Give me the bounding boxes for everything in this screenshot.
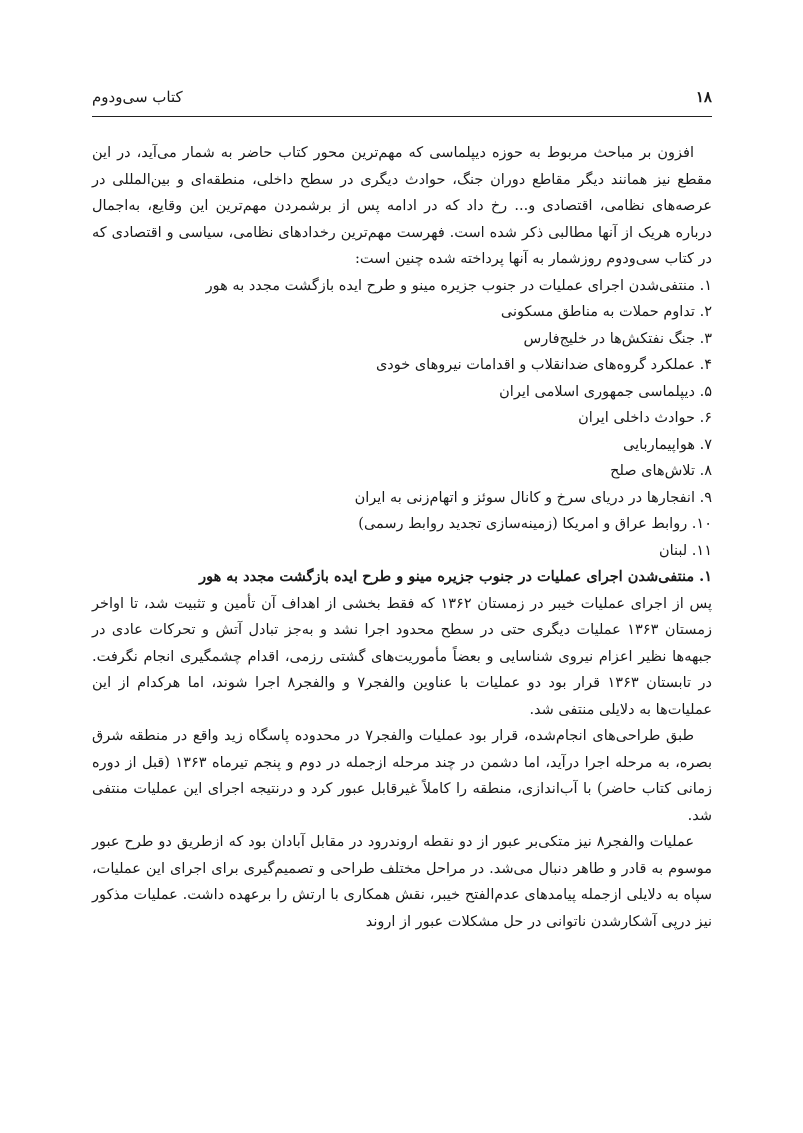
list-item: ۲. تداوم حملات به مناطق مسکونی: [500, 304, 712, 320]
list-item: ۸. تلاش‌های صلح: [610, 463, 712, 479]
page-header: [92, 88, 712, 112]
list-item: ۵. دیپلماسی جمهوری اسلامی ایران: [499, 383, 712, 400]
intro-paragraph: افزون بر مباحث مربوط به حوزه دیپلماسی که مهم‌ترین محور کتاب حاضر به شمار می‌آید، در این مقطع نیز همانند دیگر مقاطع دوران جنگ، حوادث دیگری در سطح داخلی، منطقه‌ای و بین‌المللی در عرصه‌های نظامی، اقتصادی و... رخ داد که در ادامه پس از برشمردن مهم‌ترین این وقایع، به‌اجمال درباره هریک از آنها مطالبی ذکر شده است. فهرست مهم‌ترین رخدادهای نظامی، سیاسی و اقتصادی که در کتاب سی‌ودوم روزشمار به آنها پرداخته شده چنین است:: [92, 145, 712, 267]
list-item: ۷. هواپیماربایی: [623, 436, 712, 453]
list-item: ۶. حوادث داخلی ایران: [578, 410, 712, 426]
header-divider: [92, 116, 712, 117]
body-paragraph: طبق طراحی‌های انجام‌شده، قرار بود عملیات والفجر۷ در محدوده پاسگاه زید واقع در منطقه شرق بصره، به مرحله اجرا درآید، اما دشمن در چند مرحله ازجمله در دوم و پنجم تیرماه ۱۳۶۳ (قبل از دوره زمانی کتاب حاضر) با آب‌اندازی، منطقه را کاملاً غیرقابل عبور کرد و درنتیجه اجرای این عملیات منتفی شد.: [92, 728, 712, 824]
body-paragraph: عملیات والفجر۸ نیز متکی‌بر عبور از دو نقطه اروندرود در مقابل آبادان بود که ازطریق دو طرح عبور موسوم به قادر و طاهر دنبال می‌شد. در مراحل مختلف طراحی و تصمیم‌گیری برای اجرای این عملیات، سپاه به دلایلی ازجمله پیامدهای عدم‌الفتح خیبر، نقش همکاری با ارتش را برعهده داشت. عملیات مذکور نیز درپی آشکارشدن ناتوانی در حل مشکلات عبور از اروند: [92, 834, 712, 930]
topics-list: [92, 273, 712, 565]
list-item: ۴. عملکرد گروه‌های ضدانقلاب و اقدامات نیروهای خودی: [375, 357, 712, 373]
running-title: کتاب سی‌ودوم: [92, 88, 183, 106]
page-number: ۱۸: [695, 88, 712, 106]
list-item: ۹. انفجارها در دریای سرخ و کانال سوئز و اتهام‌زنی به ایران: [354, 489, 712, 506]
list-item: ۱۰. روابط عراق و امریکا (زمینه‌سازی تجدید روابط رسمی): [358, 516, 712, 532]
list-item: ۳. جنگ نفتکش‌ها در خلیج‌فارس: [523, 330, 712, 347]
page-body: [92, 140, 712, 935]
section-heading: ۱. منتفی‌شدن اجرای عملیات در جنوب جزیره مینو و طرح ایده بازگشت مجدد به هور: [199, 568, 712, 585]
list-item: ۱۱. لبنان: [658, 542, 712, 559]
body-paragraph: پس از اجرای عملیات خیبر در زمستان ۱۳۶۲ که فقط بخشی از اهداف آن تأمین و تثبیت شد، تا اواخر زمستان ۱۳۶۳ عملیات دیگری حتی در سطح محدود اجرا نشد و به‌جز تبادل آتش و تحرکات عادی در جبهه‌ها نظیر اعزام نیروی شناسایی و بعضاً مأموریت‌های گشتی رزمی، اقدام چشمگیری انجام نگرفت. در تابستان ۱۳۶۳ قرار بود دو عملیات با عناوین والفجر۷ و والفجر۸ اجرا شوند، اما هرکدام از این عملیات‌ها به دلایلی منتفی شد.: [92, 595, 712, 718]
list-item: ۱. منتفی‌شدن اجرای عملیات در جنوب جزیره مینو و طرح ایده بازگشت مجدد به هور: [205, 277, 712, 294]
